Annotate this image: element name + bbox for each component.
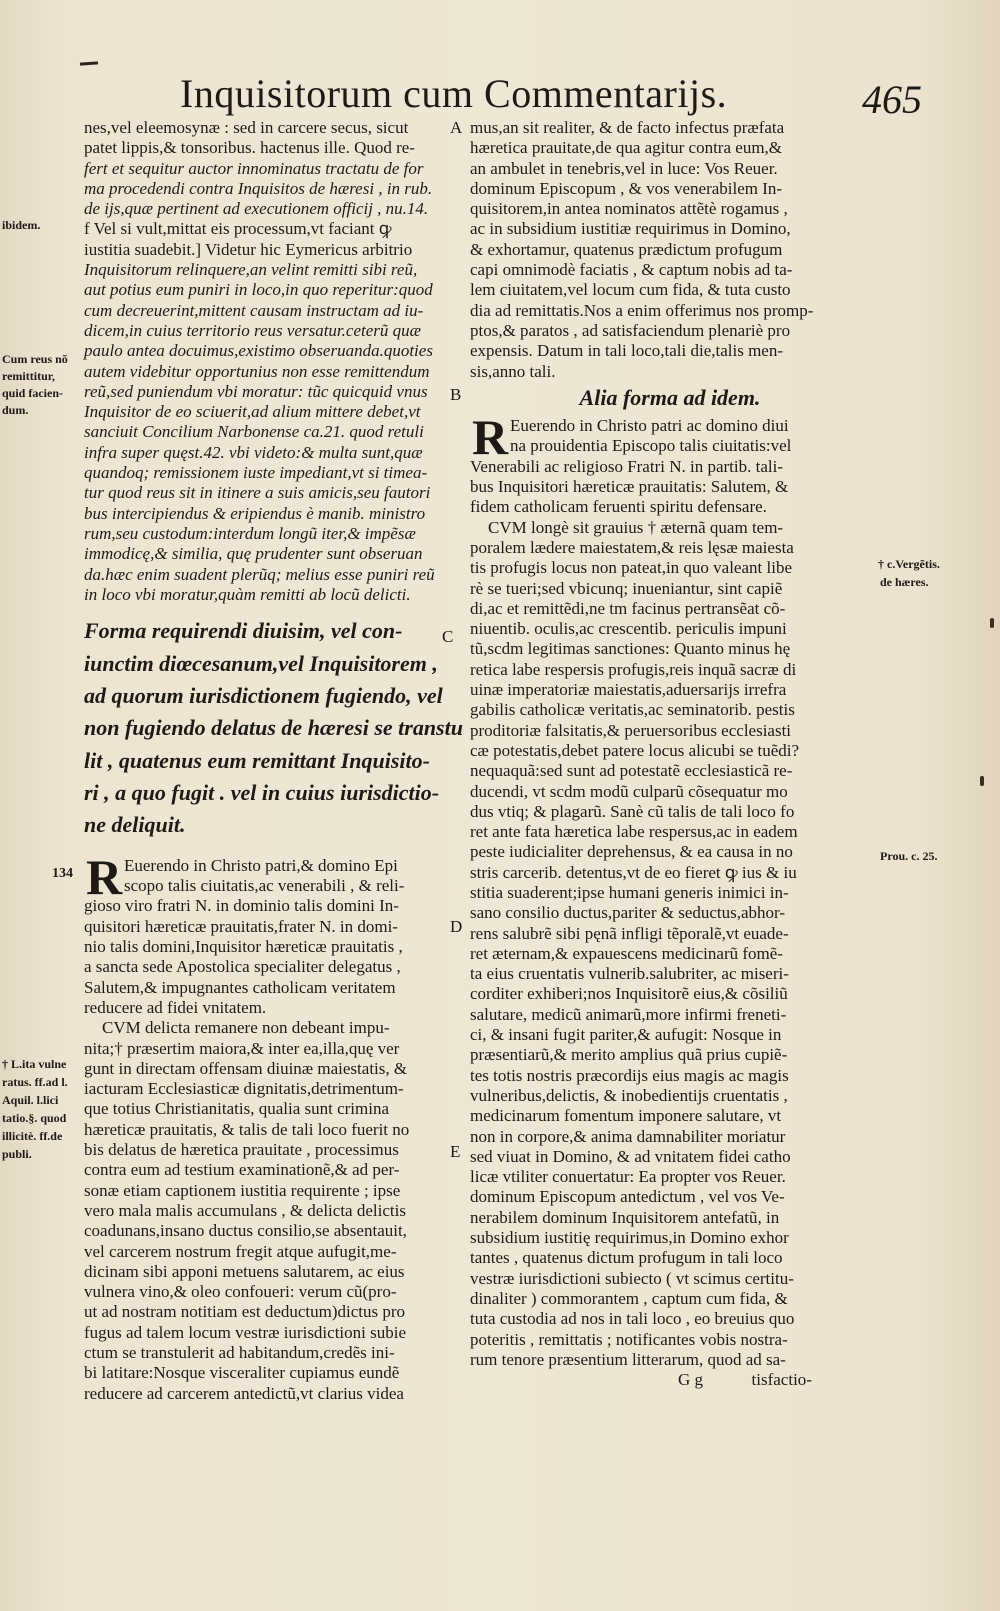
text-line: CVM longè sit grauius † æternã quam tem- — [488, 517, 784, 537]
ink-mark — [990, 618, 994, 628]
text-line: ut ad nostram notitiam est deductum)dictus pro — [84, 1302, 406, 1322]
body-paragraph — [470, 518, 870, 1370]
text-line: in loco vbi moratur,quàm remitti ab locũ delicti. — [84, 584, 411, 604]
text-line: tis profugis locus non pateat,in quo valeant libe — [470, 558, 792, 578]
text-line: nequaquã:sed sunt ad potestatẽ ecclesiasticã re- — [470, 761, 793, 781]
section-letter: B — [450, 385, 462, 404]
text-line: tuta custodia ad nos in tali loco , eo breuius quo — [470, 1309, 795, 1329]
text-line: iacturam Ecclesiasticæ dignitatis,detrimentum- — [84, 1079, 404, 1099]
text-line: sed viuat in Domino, & ad vnitatem fidei catho — [470, 1146, 791, 1166]
text-line: vestræ iurisdictioni subiecto ( vt scimus certitu- — [470, 1268, 794, 1288]
text-line: fugus ad talem locum vestræ iurisdictioni subie — [84, 1322, 407, 1342]
text-line: infra super quęst.42. vbi videto:& multa sunt,quæ — [84, 442, 423, 462]
margin-note: ratus. ff.ad l. — [2, 1075, 68, 1089]
text-line: Venerabili ac religioso Fratri N. in partib. tali- — [470, 456, 783, 476]
text-line: retica labe respersis profugis,reis inquã sacræ di — [470, 659, 797, 679]
text-line: dinaliter ) commorantem , captum cum fida, & — [470, 1288, 788, 1308]
catchword: tisfactio- — [751, 1370, 812, 1390]
text-line: coadunans,insano ductus consilio,se absentauit, — [84, 1221, 407, 1241]
margin-note: quid facien- — [2, 386, 64, 400]
margin-note: illicitè. ff.de — [2, 1129, 63, 1143]
text-line: bus Inquisitori hæreticæ prauitatis: Salutem, & — [470, 477, 789, 497]
margin-note: Aquil. l.lici — [2, 1093, 59, 1107]
heading-line: non fugiendo delatus de hæresi se transtu — [84, 715, 463, 741]
text-line: reducere ad fidei vnitatem. — [84, 997, 267, 1017]
text-line: nio talis domini,Inquisitor hæreticæ prauitatis , — [84, 937, 403, 957]
text-line: a sancta sede Apostolica specialiter delegatus , — [84, 957, 401, 977]
margin-note: dum. — [2, 403, 29, 417]
text-line: dominum Episcopum , & vos venerabilem In- — [470, 178, 783, 198]
heading-line: Forma requirendi diuisim, vel con- — [84, 618, 403, 644]
text-line: Euerendo in Christo patri ac domino diui — [510, 416, 789, 436]
text-line: scopo talis ciuitatis,ac venerabili , & reli- — [124, 876, 405, 896]
text-line: uinæ imperatoriæ maiestatis,aduersarijs irrefra — [470, 680, 787, 700]
heading-line: lit , quatenus eum remittant Inquisito- — [84, 747, 430, 773]
text-line: rum tenore præsentium litterarum, quod ad sa- — [470, 1349, 786, 1369]
letter-paragraph — [84, 848, 439, 1018]
heading-line: ri , a quo fugit . vel in cuius iurisdictio- — [84, 780, 440, 806]
text-line: Salutem,& impugnantes catholicam veritatem — [84, 977, 396, 997]
text-line: ducendi, vt scdm modũ culparũ cõsequatur mo — [470, 781, 788, 801]
margin-note: publi. — [2, 1147, 32, 1161]
text-line: dicem,in cuius territorio reus versatur.ceterũ quæ — [84, 320, 421, 340]
text-line: dia ad remittatis.Nos a enim offerimus nos promp- — [470, 300, 814, 320]
text-line: poralem lædere maiestatem,& reis lęsæ maiesta — [470, 537, 794, 557]
text-line: nes,vel eleemosynæ : sed in carcere secus, sicut — [84, 118, 409, 137]
text-line: poteritis , remittatis ; notificantes vobis nostra- — [470, 1329, 788, 1349]
text-line: subsidium iustitię requirimus,in Domino exhor — [470, 1228, 789, 1248]
text-line: expensis. Datum in tali loco,tali die,talis men- — [470, 341, 784, 361]
text-line: an ambulet in tenebris,vel in luce: Vos Reuer. — [470, 158, 778, 178]
text-line: vero mala malis accumulans , & delicta delictis — [84, 1200, 406, 1220]
text-line: non in corpore,& anima damnabiliter moriatur — [470, 1126, 786, 1146]
text-line: sis,anno tali. — [470, 361, 556, 381]
text-line: cum decreuerint,mittent causam instructam ad iu- — [84, 300, 424, 320]
signature-line — [470, 1370, 870, 1390]
margin-note: † c.Vergẽtis. — [878, 557, 940, 571]
right-column — [470, 118, 870, 1390]
text-line: stris carcerib. detentus,vt de eo fieret ꝙ ius & iu — [470, 862, 797, 882]
section-heading — [84, 615, 463, 842]
text-line: salutare, medicũ animarũ,more infirmi freneti- — [470, 1004, 787, 1024]
text-line: sano consilio ductus,pariter & seductus,abhor- — [470, 903, 786, 923]
text-line: tantes , quatenus dictum profugum in tali loco — [470, 1248, 783, 1268]
text-line: fert et sequitur auctor innominatus tractatu de for — [84, 158, 424, 178]
text-line: que totius Christianitatis, qualia sunt crimina — [84, 1099, 390, 1119]
text-line: di,ac et remittẽdi,ne tm facinus pertransẽat cõ- — [470, 598, 786, 618]
text-line: contra eum ad testium examinationẽ,& ad per- — [84, 1160, 400, 1180]
text-line: sanciuit Concilium Narbonense ca.21. quod retuli — [84, 422, 424, 442]
text-line: stitia suaderent;ipse humani generis inimici in- — [470, 882, 789, 902]
text-line: licæ vtiliter conuertatur: Ea propter vos Reuer. — [470, 1167, 786, 1187]
body-paragraph — [84, 1018, 439, 1404]
margin-note: tatio.§. quod — [2, 1111, 67, 1125]
margin-note: de hæres. — [880, 575, 929, 589]
section-letter: E — [450, 1142, 461, 1161]
text-line: f Vel si vult,mittat eis processum,vt faciant ꝙ — [84, 219, 392, 239]
page-number: 465 — [862, 77, 922, 122]
letter-paragraph — [470, 409, 870, 517]
margin-note: ibidem. — [2, 218, 41, 232]
margin-note: Prou. c. 25. — [880, 849, 938, 863]
text-line: paulo antea docuimus,existimo obseruanda.quoties — [84, 341, 433, 361]
text-line: na prouidentia Episcopo talis ciuitatis:vel — [510, 436, 792, 456]
text-line: rum,seu custodum:interdum longũ iter,& impẽsæ — [84, 523, 416, 543]
drop-capital: R — [472, 409, 509, 466]
paragraph-number: 134 — [52, 866, 73, 881]
text-line: tur quod reus sit in itinere a suis amicis,seu fautori — [84, 483, 431, 503]
text-line: ma procedendi contra Inquisitos de hæresi , in rub. — [84, 178, 433, 198]
section-letter: A — [450, 118, 463, 137]
text-line: ctum se transtulerit ad habitandum,credẽs ini- — [84, 1342, 395, 1362]
text-line: corditer exhiberi;nos Inquisitorẽ eius,& cõsiliũ — [470, 984, 788, 1004]
margin-note: Cum reus nõ — [2, 352, 68, 366]
header-mark — [80, 61, 98, 65]
text-line: bi latitare:Nosque visceraliter cupiamus eundẽ — [84, 1363, 400, 1383]
text-line: de ijs,quæ pertinent ad executionem officij , nu.14. — [84, 199, 429, 219]
text-line: reducere ad carcerem antedictũ,vt clarius videa — [84, 1383, 404, 1403]
text-line: cæ potestatis,debet patere locus alicubi se tuẽdi? — [470, 740, 800, 760]
text-line: hæreticæ prauitatis, & talis de tali loco fuerit no — [84, 1119, 410, 1139]
text-line: autem videbitur opportunius non esse remittendum — [84, 361, 430, 381]
text-line: ac in subsidium iustitiæ requirimus in Domino, — [470, 219, 791, 239]
text-line: niuentib. oculis,ac crescentib. periculis impuni — [470, 619, 787, 639]
text-line: vulnera vino,& oleo confoueri: verum cũ(pro- — [84, 1282, 397, 1302]
ink-mark — [980, 776, 984, 786]
text-line: rens salubrẽ sibi pęnã infligi tẽporalẽ,vt euade- — [470, 923, 789, 943]
text-line: Inquisitorum relinquere,an velint remitti sibi reũ, — [84, 260, 418, 280]
heading-line: iunctim diœcesanum,vel Inquisitorem , — [84, 650, 438, 676]
text-line: dus vtiq; & plagarũ. Sanè cũ talis de tali loco fo — [470, 801, 795, 821]
text-line: peste iudicialiter deprehensus, & ea causa in no — [470, 842, 793, 862]
section-letter: D — [450, 917, 463, 936]
section-heading: Alia forma ad idem. — [579, 384, 761, 410]
text-line: fidem catholicam feruenti spiritu defensare. — [470, 497, 767, 517]
text-line: tũ,scdm legitimas sanctiones: Quanto minus hę — [470, 639, 791, 659]
text-line: rè se tueri;sed vbicunq; inueniantur, sint capiẽ — [470, 578, 783, 598]
text-line: & exhortamur, quatenus prædictum profugum — [470, 239, 783, 259]
text-line: gabilis catholicæ veritatis,ac seminatorib. pestis — [470, 700, 795, 720]
left-column — [84, 118, 463, 1404]
text-line: CVM delicta remanere non debeant impu- — [102, 1018, 390, 1038]
text-line: ret æternam,& expauescens medicinarũ fomẽ- — [470, 943, 783, 963]
text-line: ptos,& paratos , ad satisfaciendum plenariè pro — [470, 320, 791, 340]
text-line: ta eius cruentatis vulnerib.salubriter, ac miseri- — [470, 964, 789, 984]
text-line: medicinarum fomentum imponere salutare, vt — [470, 1106, 782, 1126]
drop-capital: R — [86, 848, 123, 905]
text-line: reũ,sed puniendum vbi moratur: tũc quicquid vnus — [84, 381, 428, 401]
text-line: nita;† præsertim maiora,& inter ea,illa,quę ver — [84, 1038, 400, 1058]
text-line: quisitori hæreticæ prauitatis,frater N. in domi- — [84, 916, 398, 936]
signature-mark: G g — [678, 1370, 704, 1390]
text-line: patet lippis,& tonsoribus. hactenus ille. Quod re- — [84, 138, 415, 158]
text-line: hæretica prauitate,de qua agitur contra eum,& — [470, 138, 783, 158]
text-line: Euerendo in Christo patri,& domino Epi — [124, 855, 398, 875]
text-line: quandoq; remissionem iuste impediant,vt si timea- — [84, 463, 428, 483]
heading-line: ad quorum iurisdictionem fugiendo, vel — [84, 682, 443, 708]
text-line: da.hæc enim suadent plerũq; melius esse puniri reũ — [84, 564, 435, 584]
text-line: sonæ etiam captionem iustitia requirente ; ipse — [84, 1180, 401, 1200]
text-line: vel carcerem nostrum fregit atque aufugit,me- — [84, 1241, 397, 1261]
text-line: tes totis nostris præcordijs eius magis ac magis — [470, 1065, 789, 1085]
text-line: ret ante fata hæretica labe respersus,ac in eadem — [470, 822, 798, 842]
text-line: mus,an sit realiter, & de facto infectus præfata — [470, 118, 785, 137]
text-line: gunt in directam offensam diuinæ maiestatis, & — [84, 1058, 408, 1078]
text-line: Inquisitor de eo sciuerit,ad alium mittere debet,vt — [84, 402, 421, 422]
text-line: dicinam sibi apponi metuens salutarem, ac eius — [84, 1261, 405, 1281]
text-line: capi omnimodè faciatis , & captum nobis ad ta- — [470, 260, 793, 280]
text-line: immodicę,& similia, quę prudenter sunt obseruan — [84, 544, 423, 564]
margin-note: remittitur, — [2, 369, 55, 383]
text-line: vulneribus,delictis, & inobedientijs cruentatis , — [470, 1085, 788, 1105]
text-line: dominum Episcopum antedictum , vel vos Ve- — [470, 1187, 785, 1207]
running-head: Inquisitorum cum Commentarijs. — [180, 71, 728, 116]
margin-note: † L.ita vulne — [2, 1057, 67, 1071]
text-line: iustitia suadebit.] Videtur hic Eymericus arbitrio — [84, 239, 413, 259]
text-line: quisitorem,in antea nominatos attẽtè rogamus , — [470, 199, 788, 219]
text-line: nerabilem dominum Inquisitorem antefatũ, in — [470, 1207, 780, 1227]
text-line: aut potius eum puniri in loco,in quo reperitur:quod — [84, 280, 433, 300]
text-line: præsentiarũ,& merito amplius quã prius cupiẽ- — [470, 1045, 788, 1065]
text-line: bus intercipiendus & eripiendus è manib. ministro — [84, 503, 426, 523]
text-line: bis delatus de hæretica prauitate , processimus — [84, 1140, 399, 1160]
text-line: proditoriæ falsitatis,& peruersoribus ecclesiasti — [470, 720, 792, 740]
heading-line: ne deliquit. — [84, 812, 186, 838]
text-line: gioso viro fratri N. in dominio talis domini In- — [84, 896, 399, 916]
text-line: lem ciuitatem,vel locum cum fida, & tuta custo — [470, 280, 791, 300]
section-letter: C — [442, 627, 454, 646]
text-line: ci, & insani fugit pariter,& aufugit: Nosque in — [470, 1025, 782, 1045]
